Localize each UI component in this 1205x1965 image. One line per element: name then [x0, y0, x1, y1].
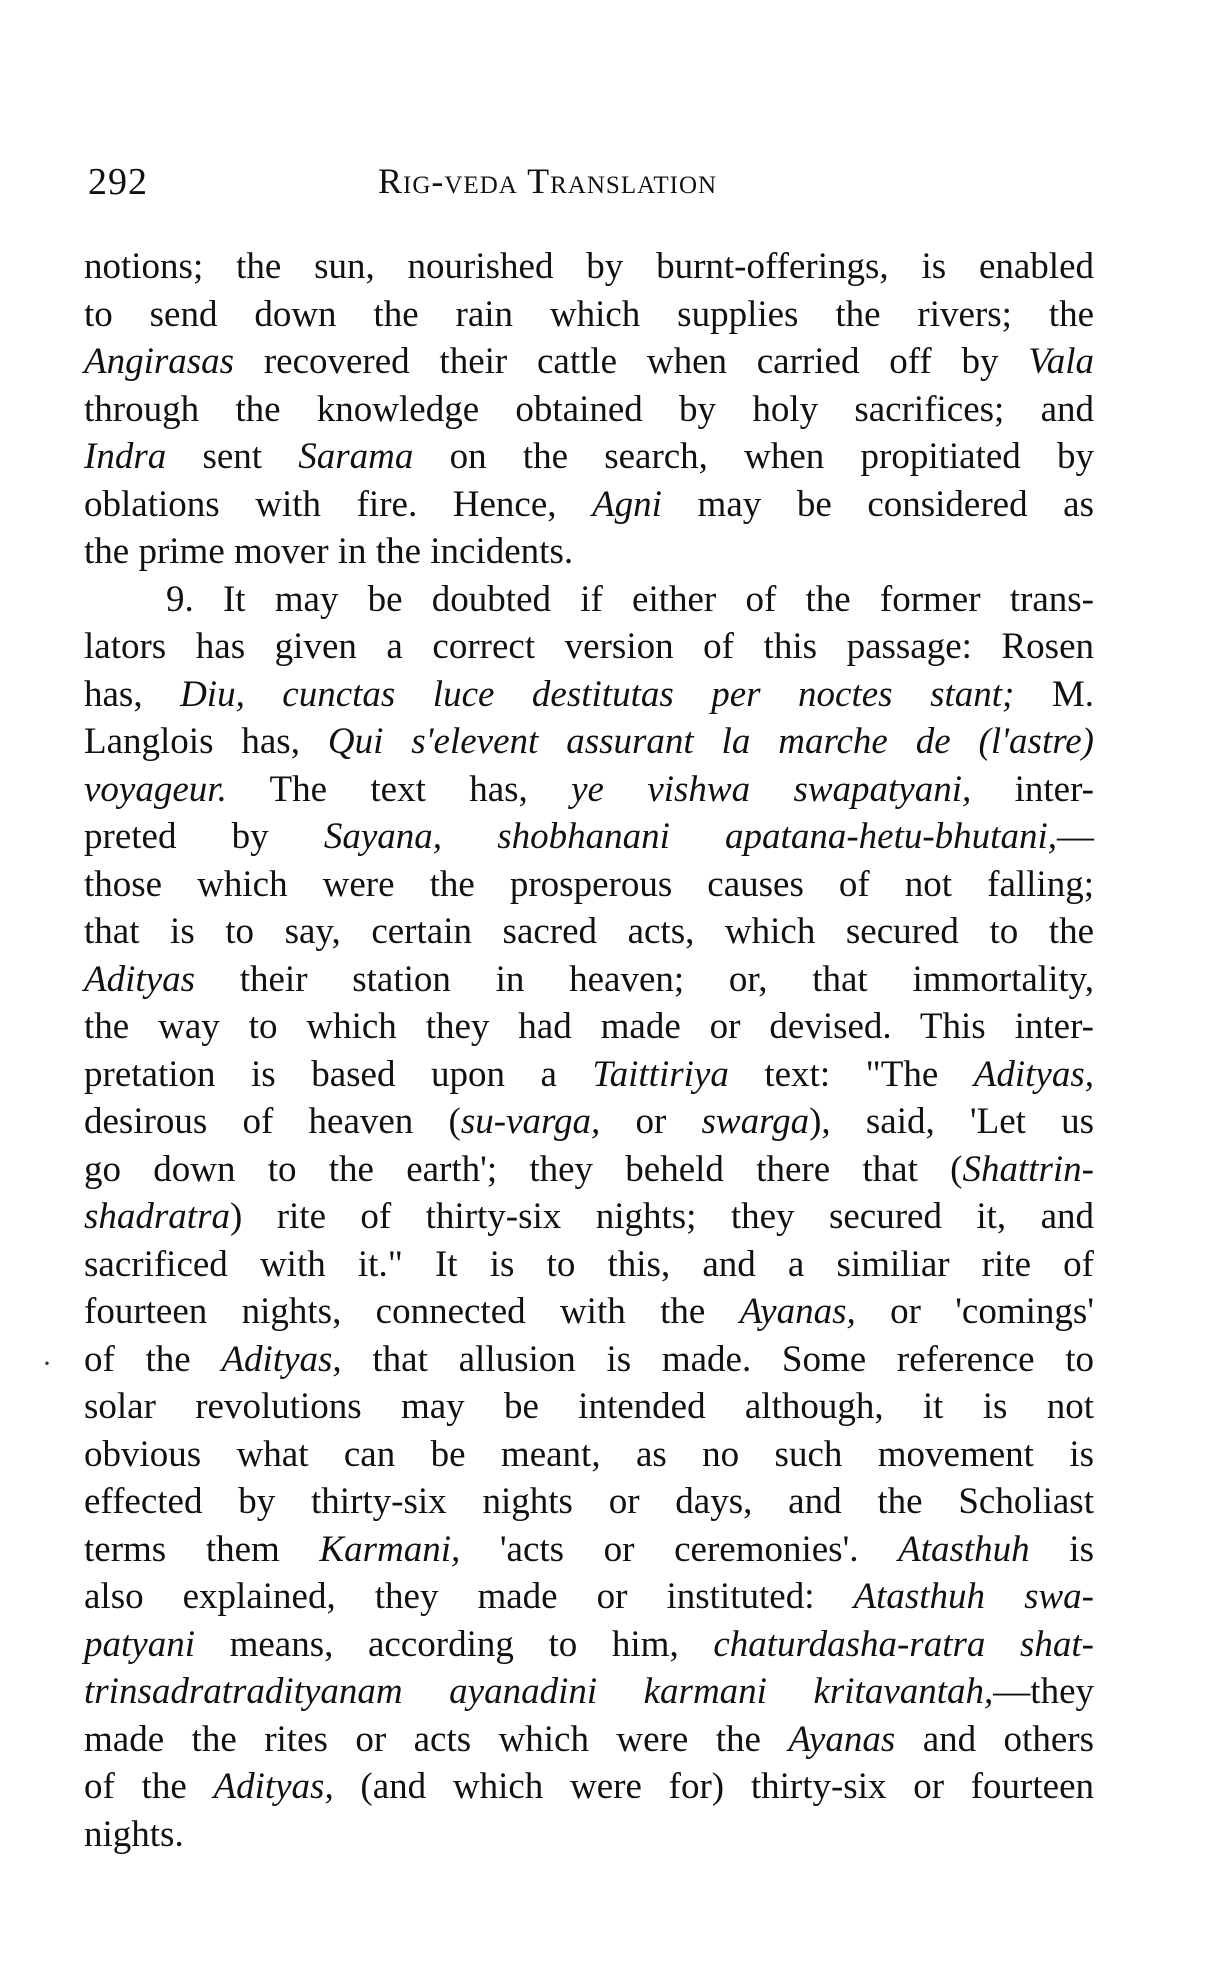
- text-line: [84, 1336, 1094, 1384]
- text-segment: go down to the earth'; they beheld there that (: [84, 1148, 963, 1190]
- text-line: [84, 243, 1094, 291]
- text-segment: lators has given a correct version of this passage: Rosen: [84, 626, 1094, 667]
- text-line: [84, 1003, 1094, 1051]
- text-line: [84, 766, 1094, 814]
- italic-term: Karmani,: [319, 1528, 461, 1570]
- text-line: [84, 1051, 1094, 1099]
- text-line: [84, 1526, 1094, 1574]
- text-line: [84, 338, 1094, 386]
- text-segment: Langlois has,: [84, 721, 328, 762]
- italic-term: trinsadratradityanam ayanadini karmani kritavantah,: [84, 1671, 994, 1712]
- text-segment: sacrificed with it." It is to this, and a similiar rite of: [84, 1243, 1094, 1285]
- text-line: [84, 1478, 1094, 1526]
- text-segment: notions; the sun, nourished by burnt-offerings, is enabled: [84, 246, 1094, 287]
- text-line: [84, 1098, 1094, 1146]
- text-line: [84, 481, 1094, 529]
- italic-term: Adityas,: [973, 1053, 1094, 1095]
- text-segment: M.: [1014, 673, 1094, 715]
- text-segment: ) rite of thirty-six nights; they secured it, and: [229, 1196, 1094, 1237]
- italic-term: chaturdasha-ratra shat-: [713, 1623, 1094, 1665]
- text-line: [84, 813, 1094, 861]
- text-segment: terms them: [84, 1528, 320, 1570]
- italic-term: Taittiriya: [592, 1053, 729, 1095]
- text-segment: sent: [166, 436, 299, 477]
- text-line: [84, 623, 1094, 671]
- italic-term: Shattrin-: [962, 1148, 1094, 1190]
- text-segment: text: "The: [728, 1053, 974, 1095]
- text-line: [84, 576, 1094, 624]
- text-line: [84, 433, 1094, 481]
- text-line: [84, 718, 1094, 766]
- running-title: Rig-veda Translation: [378, 161, 718, 201]
- text-segment: effected by thirty-six nights or days, and the Scholiast: [84, 1481, 1094, 1522]
- text-segment: pretation is based upon a: [84, 1053, 593, 1095]
- italic-term: ye vishwa swapatyani,: [571, 768, 972, 810]
- text-segment: oblations with fire. Hence,: [84, 483, 593, 525]
- italic-term: Adityas: [84, 958, 195, 1000]
- text-line: [84, 1621, 1094, 1669]
- italic-term: Ayanas,: [739, 1291, 856, 1332]
- text-segment: of the: [84, 1338, 222, 1380]
- text-segment: The text has,: [226, 768, 572, 810]
- text-line: [84, 861, 1094, 909]
- italic-term: Vala: [1028, 341, 1094, 382]
- text-segment: their station in heaven; or, that immortality,: [194, 958, 1094, 1000]
- text-segment: those which were the prosperous causes of not falling;: [84, 863, 1094, 905]
- text-segment: that allusion is made. Some reference to: [341, 1338, 1094, 1380]
- text-segment: to send down the rain which supplies the rivers; the: [84, 293, 1094, 335]
- italic-term: Agni: [592, 483, 662, 525]
- text-segment: obvious what can be meant, as no such movement is: [84, 1433, 1094, 1475]
- italic-term: Qui s'elevent assurant la marche de (l'astre): [327, 721, 1094, 762]
- text-segment: desirous of heaven (: [84, 1101, 461, 1142]
- text-segment: means, according to him,: [194, 1623, 714, 1665]
- text-line: [84, 386, 1094, 434]
- text-segment: (and which were for) thirty-six or fourteen: [333, 1766, 1094, 1807]
- italic-term: Adityas,: [221, 1338, 342, 1380]
- italic-term: Atasthuh swa-: [853, 1576, 1094, 1617]
- italic-term: Sarama: [298, 436, 414, 477]
- text-line: [84, 1146, 1094, 1194]
- text-segment: —: [1057, 816, 1094, 857]
- italic-term: Adityas,: [213, 1766, 334, 1807]
- text-line: [84, 1716, 1094, 1764]
- text-segment: may be considered as: [661, 483, 1094, 525]
- text-segment: nights.: [84, 1813, 184, 1855]
- text-segment: the prime mover in the incidents.: [84, 531, 574, 572]
- text-line: [84, 1241, 1094, 1289]
- italic-term: voyageur.: [84, 768, 227, 810]
- text-segment: recovered their cattle when carried off by: [234, 341, 1029, 382]
- page-header: [88, 160, 1088, 210]
- text-segment: also explained, they made or instituted:: [84, 1576, 854, 1617]
- italic-term: su-varga,: [460, 1101, 601, 1142]
- text-line: [84, 1383, 1094, 1431]
- text-segment: through the knowledge obtained by holy sacrifices; and: [84, 388, 1094, 430]
- text-line: [84, 291, 1094, 339]
- italic-term: Atasthuh: [898, 1528, 1030, 1570]
- italic-term: Angirasas: [84, 341, 235, 382]
- margin-mark: ·: [42, 1347, 52, 1380]
- text-segment: on the search, when propitiated by: [413, 436, 1094, 477]
- text-segment: solar revolutions may be intended although, it is not: [84, 1386, 1094, 1427]
- text-line: [84, 1763, 1094, 1811]
- text-line: [84, 956, 1094, 1004]
- text-segment: made the rites or acts which were the: [84, 1718, 789, 1760]
- text-segment: preted by: [84, 816, 324, 857]
- text-segment: or 'comings': [855, 1291, 1094, 1332]
- text-segment: the way to which they had made or devised. This inter-: [84, 1006, 1094, 1047]
- text-line: [84, 528, 1094, 576]
- italic-term: Ayanas: [788, 1718, 896, 1760]
- text-segment: that is to say, certain sacred acts, which secured to the: [84, 911, 1094, 952]
- text-segment: —they: [993, 1671, 1094, 1712]
- text-segment: 'acts or ceremonies'.: [460, 1528, 899, 1570]
- text-segment: 9. It may be doubted if either of the former trans-: [166, 578, 1094, 620]
- text-segment: is: [1029, 1528, 1094, 1570]
- text-segment: or: [600, 1101, 702, 1142]
- text-segment: fourteen nights, connected with the: [84, 1291, 740, 1332]
- text-segment: has,: [84, 673, 181, 715]
- text-segment: inter-: [971, 768, 1094, 810]
- page-number: 292: [88, 161, 148, 203]
- italic-term: Sayana, shobhanani apatana-hetu-bhutani,: [323, 816, 1057, 857]
- text-line: [84, 1668, 1094, 1716]
- text-segment: of the: [84, 1766, 214, 1807]
- italic-term: patyani: [84, 1623, 195, 1665]
- text-line: [84, 1193, 1094, 1241]
- text-segment: and others: [895, 1718, 1094, 1760]
- italic-term: Indra: [84, 436, 167, 477]
- text-line: [84, 1288, 1094, 1336]
- italic-term: shadratra: [84, 1196, 230, 1237]
- text-line: [84, 1811, 1094, 1859]
- text-line: [84, 1431, 1094, 1479]
- italic-term: swarga: [701, 1101, 810, 1142]
- text-line: [84, 1573, 1094, 1621]
- text-line: [84, 908, 1094, 956]
- text-line: [84, 671, 1094, 719]
- text-segment: ), said, 'Let us: [809, 1101, 1095, 1142]
- body-text: [84, 243, 1094, 1858]
- italic-term: Diu, cunctas luce destitutas per noctes stant;: [180, 673, 1015, 715]
